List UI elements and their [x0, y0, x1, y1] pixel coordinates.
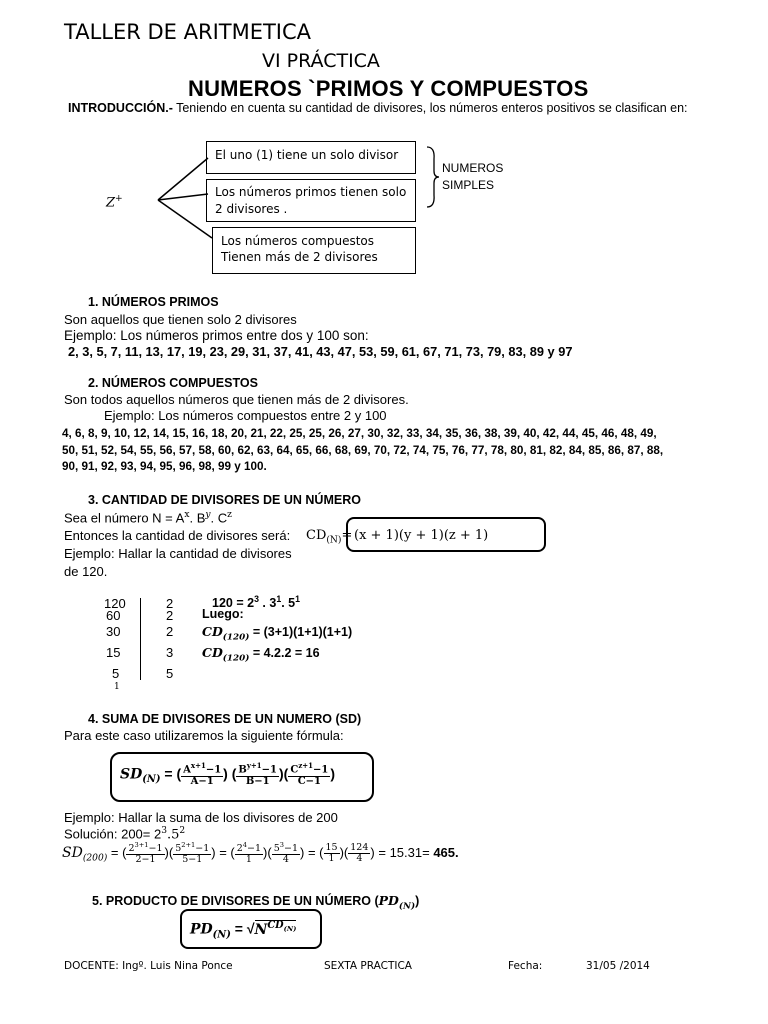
decomp-left-3: 15: [106, 645, 121, 660]
pd-formula-box: $PD_{(N)} = √N^{CD_{(N)}}$: [180, 909, 322, 949]
s2-list1: 4, 6, 8, 9, 10, 12, 14, 15, 16, 18, 20, 21, 22, 25, 25, 26, 27, 30, 32, 33, 34, 35, 36, 38, 39, 40, 42, 44, 45, 46, 48, 49,: [62, 427, 657, 440]
decomp-divider: [140, 598, 141, 680]
page-title: NUMEROS `PRIMOS Y COMPUESTOS: [188, 76, 589, 101]
box-primos: Los números primos tienen solo 2 divisores .: [206, 179, 416, 222]
decomp-right-3: 3: [166, 645, 174, 660]
s5-title: 5. PRODUCTO DE DIVISORES DE UN NÚMERO $(PD_{(N)})$: [92, 893, 420, 912]
sd200-calculation: $SD_{(200)}$ = ( $\frac{2^{3+1}-1}{2-1}$ )( $\frac{5^{2+1}-1}{5-1}$ ) = ( $\frac{2^4-1}{1}$ )( $\frac{5^3-1}{4}$ ) = ( $\frac{15}{1}$ )( $\frac{124}{4}$ ) = 15.31= 465.: [62, 841, 459, 866]
intro-line: [68, 101, 688, 115]
box-compuestos: Los números compuestos Tienen más de 2 divisores: [212, 227, 416, 274]
footer-sexta: SEXTA PRACTICA: [324, 960, 412, 972]
decomp-right-0: 2: [166, 596, 174, 611]
header-line2: VI PRÁCTICA: [262, 50, 380, 72]
decomp-right-4: 5: [166, 666, 174, 681]
footer-fecha-label: Fecha:: [508, 960, 543, 972]
cd-row1: $CD_{(120)} = (3+1)(1+1)(1+1)$: [202, 624, 353, 643]
s2-list3: 90, 91, 92, 93, 94, 95, 96, 98, 99 y 100.: [62, 460, 267, 473]
cd-formula-box: (x + 1)(y + 1)(z + 1): [346, 517, 546, 552]
footer-fecha: 31/05 /2014: [586, 960, 650, 972]
zplus-symbol: Z+: [106, 194, 123, 211]
decomp-left-4: 5: [112, 666, 120, 681]
right-brace: [425, 145, 441, 209]
footer-docente: DOCENTE: Ingº. Luis Nina Ponce: [64, 960, 233, 972]
cd-row2: $CD_{(120)} = 4.2.2 = 16$: [202, 645, 320, 664]
box-uno: El uno (1) tiene un solo divisor: [206, 141, 416, 174]
s3-line4: de 120.: [64, 564, 108, 579]
decomp-left-5: 1: [114, 682, 120, 692]
s1-line2: Ejemplo: Los números primos entre dos y 100 son:: [64, 328, 369, 343]
brace-label-1: NUMEROS: [442, 161, 504, 175]
s2-line2: Ejemplo: Los números compuestos entre 2 y 100: [104, 408, 387, 423]
s4-ex2: Solución: $200= 2^3.5^2$: [64, 826, 186, 843]
s1-title: 1. NÚMEROS PRIMOS: [88, 295, 219, 309]
sd-formula-box: $SD_{(N)}$ = ( $\frac{A^{x+1}-1}{A-1}$ ) ( $\frac{B^{y+1}-1}{B-1}$ )( $\frac{C^{z+1}-1}{C-1}$ ): [110, 752, 374, 802]
factorization-120: $120 = 2^3$ . $3^1$. $5^1$: [212, 594, 300, 611]
decomp-left-0: 120: [104, 596, 126, 611]
cd-formula-label: $CD_{(N)}=$: [306, 528, 353, 546]
intro-label: INTRODUCCIÓN.-: [68, 101, 173, 115]
decomp-left-1: 60: [106, 608, 121, 623]
s3-line2: Entonces la cantidad de divisores será:: [64, 528, 291, 543]
s1-list: 2, 3, 5, 7, 11, 13, 17, 19, 23, 29, 31, 37, 41, 43, 47, 53, 59, 61, 67, 71, 73, 79, 83, 89 y 97: [68, 344, 573, 359]
s1-line1: Son aquellos que tienen solo 2 divisores: [64, 312, 297, 327]
s3-title: 3. CANTIDAD DE DIVISORES DE UN NÚMERO: [88, 493, 361, 507]
s3-line1: Sea el número $N = A^x$. $B^y$. $C^z$: [64, 510, 232, 526]
decomp-left-2: 30: [106, 624, 121, 639]
s4-ex1: Ejemplo: Hallar la suma de los divisores de 200: [64, 810, 338, 825]
header-line1: TALLER DE ARITMETICA: [64, 20, 312, 44]
luego-label: Luego:: [202, 607, 244, 621]
decomp-right-1: 2: [166, 608, 174, 623]
s2-title: 2. NÚMEROS COMPUESTOS: [88, 376, 258, 390]
s3-line3: Ejemplo: Hallar la cantidad de divisores: [64, 546, 292, 561]
decomp-right-2: 2: [166, 624, 174, 639]
s4-line1: Para este caso utilizaremos la siguiente fórmula:: [64, 728, 344, 743]
intro-text: Teniendo en cuenta su cantidad de divisores, los números enteros positivos se clasifican en:: [176, 101, 688, 115]
brace-label-2: SIMPLES: [442, 178, 495, 192]
s2-line1: Son todos aquellos números que tienen más de 2 divisores.: [64, 392, 409, 407]
s2-list2: 50, 51, 52, 54, 55, 56, 57, 58, 60, 62, 63, 64, 65, 66, 68, 69, 70, 72, 74, 75, 76, 77, 78, 80, 81, 82, 84, 85, 86, 87, 88,: [62, 444, 664, 457]
s4-title: 4. SUMA DE DIVISORES DE UN NUMERO (SD): [88, 712, 362, 726]
